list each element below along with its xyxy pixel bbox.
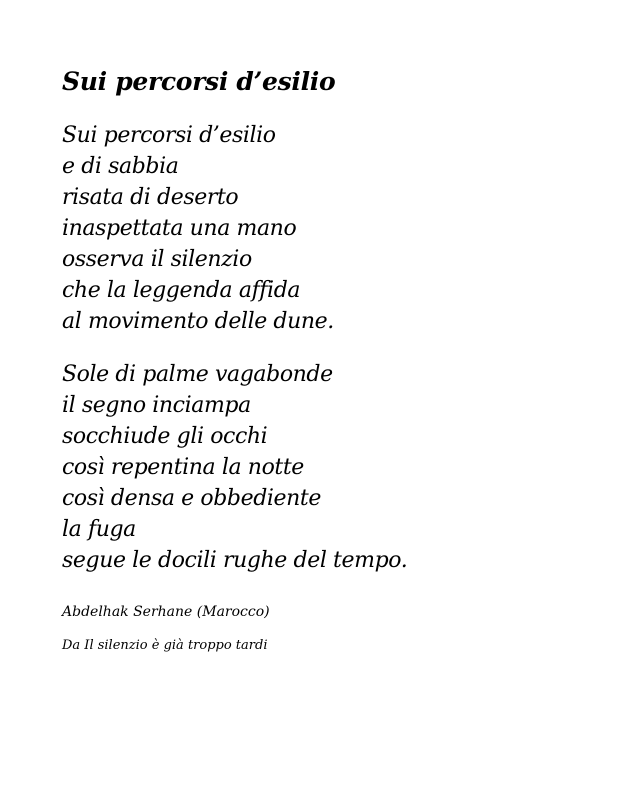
verse-line: Sui percorsi d’esilio	[62, 123, 276, 148]
verse-line: socchiude gli occhi	[62, 424, 268, 449]
verse-line: al movimento delle dune.	[62, 309, 334, 334]
verse-line: così repentina la notte	[62, 455, 304, 480]
verse-line: osserva il silenzio	[62, 247, 252, 272]
verse-line: inaspettata una mano	[62, 216, 297, 241]
verse-line: la fuga	[62, 517, 136, 542]
verse-line: il segno inciampa	[62, 393, 251, 418]
verse-line: e di sabbia	[62, 154, 179, 179]
stanza-2	[62, 359, 622, 576]
verse-line: risata di deserto	[62, 185, 239, 210]
poem-title: Sui percorsi d’esilio	[62, 67, 336, 96]
verse-line: così densa e obbediente	[62, 486, 321, 511]
poem-author: Abdelhak Serhane (Marocco)	[62, 604, 270, 620]
poem-source: Da Il silenzio è già troppo tardi	[62, 638, 268, 653]
verse-line: Sole di palme vagabonde	[62, 362, 333, 387]
verse-line: che la leggenda affida	[62, 278, 301, 303]
poem-page	[62, 60, 622, 656]
stanza-1	[62, 120, 622, 337]
verse-line: segue le docili rughe del tempo.	[62, 548, 408, 573]
